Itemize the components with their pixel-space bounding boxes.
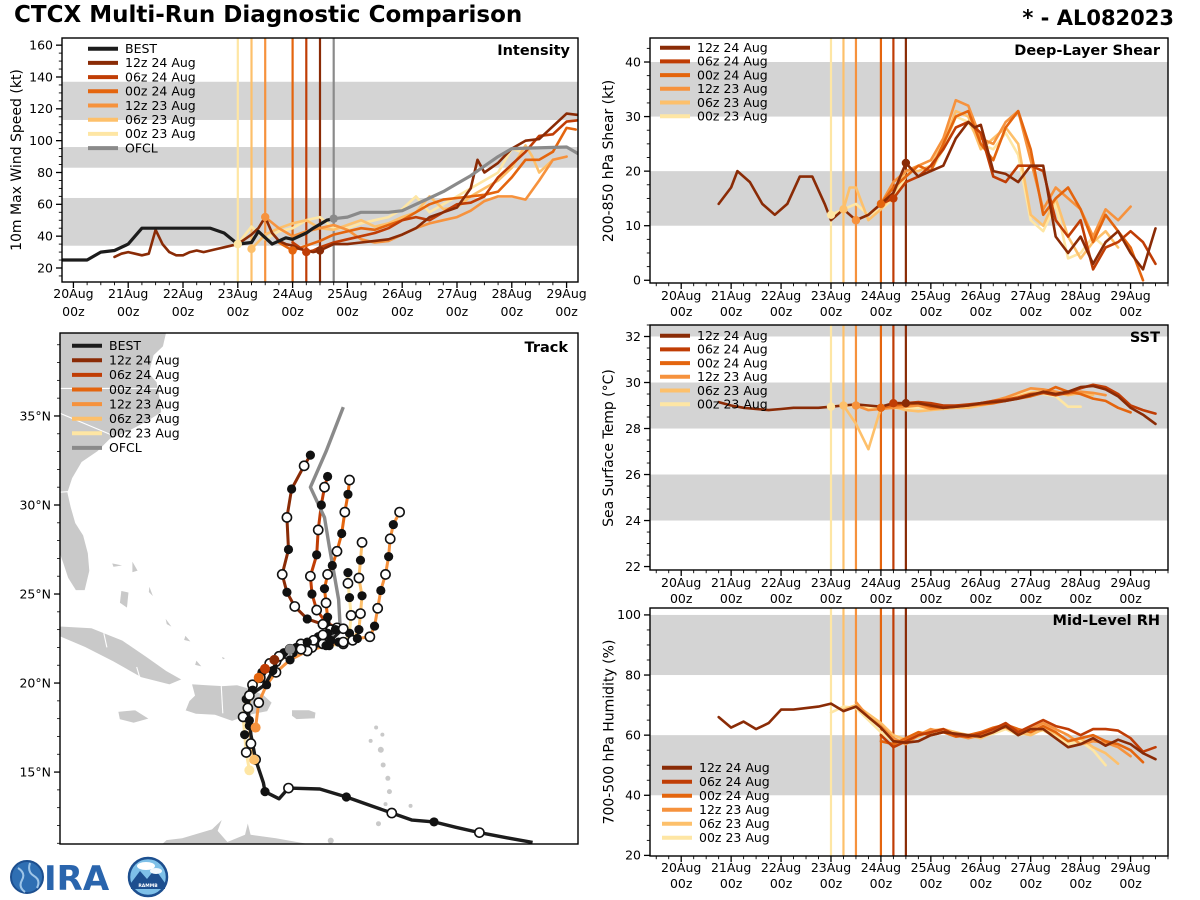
svg-text:20: 20 [625, 847, 641, 863]
open-position-marker [354, 573, 363, 582]
svg-text:12z 24 Aug: 12z 24 Aug [699, 760, 770, 775]
storm-id-label: * - AL082023 [1022, 6, 1174, 30]
svg-text:00z: 00z [1069, 304, 1092, 319]
svg-text:BEST: BEST [109, 338, 142, 353]
svg-text:00z: 00z [62, 304, 85, 319]
open-position-marker [320, 483, 329, 492]
svg-text:27Aug: 27Aug [1010, 860, 1051, 875]
open-position-marker [381, 570, 390, 579]
open-position-marker [357, 538, 366, 547]
svg-text:26Aug: 26Aug [960, 860, 1001, 875]
init-dot-r06z23 [839, 401, 847, 409]
track-init-dot-r00z23 [244, 765, 254, 775]
svg-text:00z: 00z [281, 304, 304, 319]
open-position-marker [243, 703, 252, 712]
filled-position-marker [342, 792, 351, 801]
svg-text:21Aug: 21Aug [710, 288, 752, 303]
svg-text:60: 60 [625, 727, 641, 743]
svg-text:00z: 00z [719, 876, 743, 891]
svg-text:40: 40 [37, 228, 53, 244]
sst-y-axis-label: Sea Surface Temp (°C) [601, 368, 617, 527]
svg-text:00z: 00z [1119, 304, 1142, 319]
island [387, 789, 392, 794]
open-position-marker [282, 513, 291, 522]
init-dot-r12z24 [902, 159, 910, 167]
svg-text:12z 24 Aug: 12z 24 Aug [125, 55, 196, 71]
svg-text:06z 24 Aug: 06z 24 Aug [697, 53, 768, 69]
open-position-marker [373, 604, 382, 613]
svg-text:12z 23 Aug: 12z 23 Aug [697, 369, 768, 385]
svg-text:22Aug: 22Aug [760, 288, 802, 303]
svg-text:OFCL: OFCL [109, 440, 142, 456]
svg-text:00z: 00z [719, 591, 743, 606]
svg-text:00z: 00z [1119, 876, 1142, 891]
island [381, 762, 386, 767]
svg-text:00z: 00z [819, 591, 843, 606]
init-dot-r06z24 [302, 248, 310, 256]
svg-text:20°N: 20°N [19, 675, 51, 691]
open-position-marker [300, 461, 309, 470]
open-position-marker [356, 609, 365, 618]
svg-text:60: 60 [37, 196, 53, 212]
svg-text:140: 140 [29, 69, 53, 85]
open-position-marker [290, 602, 299, 611]
svg-text:21Aug: 21Aug [710, 575, 752, 590]
filled-position-marker [337, 529, 346, 538]
svg-text:00z: 00z [819, 304, 843, 319]
svg-text:00z: 00z [969, 304, 993, 319]
svg-text:00z: 00z [226, 304, 250, 319]
track-init-dot-r12z24 [269, 655, 279, 665]
svg-text:35°N: 35°N [19, 408, 51, 424]
svg-text:06z 23 Aug: 06z 23 Aug [697, 382, 768, 398]
filled-position-marker [343, 490, 352, 499]
svg-text:29Aug: 29Aug [1110, 288, 1151, 303]
rh-y-axis-label: 700-500 hPa Humidity (%) [601, 639, 618, 825]
svg-text:BEST: BEST [125, 41, 158, 56]
svg-text:25Aug: 25Aug [910, 288, 952, 303]
svg-text:00z 23 Aug: 00z 23 Aug [697, 396, 768, 412]
open-position-marker [284, 783, 293, 792]
island [378, 747, 384, 753]
init-dot-r00z23 [827, 402, 835, 410]
island [374, 726, 378, 730]
category-band [650, 475, 1168, 521]
filled-position-marker [328, 561, 337, 570]
svg-text:00z 23 Aug: 00z 23 Aug [699, 830, 770, 845]
svg-text:00z 24 Aug: 00z 24 Aug [125, 83, 196, 99]
open-position-marker [395, 508, 404, 517]
svg-text:80: 80 [37, 164, 53, 180]
svg-text:25°N: 25°N [19, 586, 51, 602]
open-position-marker [318, 620, 327, 629]
panel-title-intensity: Intensity [497, 43, 570, 59]
svg-text:27Aug: 27Aug [1010, 288, 1051, 303]
svg-text:00z 24 Aug: 00z 24 Aug [109, 381, 180, 397]
svg-text:06z 24 Aug: 06z 24 Aug [699, 774, 770, 789]
svg-text:23Aug: 23Aug [810, 575, 852, 590]
svg-text:20: 20 [37, 260, 53, 276]
open-position-marker [345, 475, 354, 484]
svg-text:27Aug: 27Aug [1010, 575, 1051, 590]
filled-position-marker [312, 550, 321, 559]
svg-text:100: 100 [617, 607, 641, 623]
svg-text:26Aug: 26Aug [960, 575, 1001, 590]
svg-text:00z: 00z [669, 591, 693, 606]
svg-text:26Aug: 26Aug [960, 288, 1001, 303]
svg-text:26Aug: 26Aug [382, 286, 423, 301]
svg-text:00z: 00z [669, 876, 693, 891]
svg-text:OFCL: OFCL [125, 140, 158, 156]
open-position-marker [386, 534, 395, 543]
open-position-marker [332, 547, 341, 556]
track-init-dot-r06z24 [260, 664, 270, 674]
open-position-marker [296, 645, 305, 654]
svg-text:29Aug: 29Aug [546, 286, 587, 301]
svg-text:12z 23 Aug: 12z 23 Aug [697, 81, 768, 97]
svg-text:06z 23 Aug: 06z 23 Aug [109, 411, 180, 426]
open-position-marker [343, 579, 352, 588]
open-position-marker [312, 605, 321, 614]
track-init-dot-r06z23 [249, 755, 259, 765]
svg-text:15°N: 15°N [19, 764, 51, 780]
filled-position-marker [357, 591, 366, 600]
track-init-dot-r00z24 [254, 673, 264, 683]
svg-text:00z: 00z [769, 591, 793, 606]
svg-text:00z 23 Aug: 00z 23 Aug [109, 425, 180, 441]
filled-position-marker [320, 584, 329, 593]
svg-text:06z 23 Aug: 06z 23 Aug [699, 816, 770, 831]
filled-position-marker [345, 593, 354, 602]
panel-track [19, 333, 578, 844]
island [380, 733, 384, 737]
svg-text:00z: 00z [171, 304, 195, 319]
filled-position-marker [284, 545, 293, 554]
init-dot-r06z23 [247, 245, 255, 253]
open-position-marker [339, 624, 348, 633]
init-dot-r12z24 [902, 399, 910, 407]
landmass [292, 710, 316, 720]
svg-text:27Aug: 27Aug [436, 286, 478, 301]
svg-text:00z: 00z [769, 304, 793, 319]
svg-text:00z: 00z [769, 876, 793, 891]
filled-position-marker [262, 680, 271, 689]
svg-text:25Aug: 25Aug [910, 860, 952, 875]
filled-position-marker [356, 556, 365, 565]
svg-text:00z: 00z [1069, 591, 1092, 606]
svg-text:24Aug: 24Aug [860, 575, 902, 590]
svg-text:30: 30 [625, 374, 641, 390]
svg-text:24Aug: 24Aug [860, 288, 902, 303]
init-dot-r00z24 [288, 246, 296, 254]
svg-text:26: 26 [625, 466, 641, 482]
page-title: CTCX Multi-Run Diagnostic Comparison [14, 2, 523, 28]
open-position-marker [245, 691, 254, 700]
svg-text:10: 10 [625, 218, 641, 234]
open-position-marker [387, 808, 396, 817]
svg-text:28Aug: 28Aug [491, 286, 532, 301]
svg-text:12z 24 Aug: 12z 24 Aug [697, 40, 768, 55]
filled-position-marker [285, 655, 294, 664]
svg-text:28Aug: 28Aug [1060, 575, 1101, 590]
svg-text:0: 0 [633, 272, 641, 288]
svg-text:30: 30 [625, 108, 641, 124]
svg-text:24: 24 [625, 512, 641, 528]
svg-text:28: 28 [625, 420, 641, 436]
svg-text:00z: 00z [116, 304, 140, 319]
rammb-label: RAMMB [138, 884, 158, 889]
filled-position-marker [353, 634, 362, 643]
svg-text:00z 23 Aug: 00z 23 Aug [697, 108, 768, 124]
svg-text:12z 24 Aug: 12z 24 Aug [697, 328, 768, 343]
open-position-marker [321, 598, 330, 607]
panel-title-shear: Deep-Layer Shear [1014, 43, 1160, 59]
svg-text:23Aug: 23Aug [217, 286, 258, 301]
svg-text:12z 24 Aug: 12z 24 Aug [109, 352, 180, 368]
panel-shear [625, 38, 1168, 319]
svg-text:06z 24 Aug: 06z 24 Aug [697, 341, 768, 357]
filled-position-marker [326, 636, 335, 645]
svg-text:00z: 00z [1019, 304, 1042, 319]
init-dot-r12z23 [852, 401, 860, 409]
panel-title-track: Track [524, 340, 568, 356]
svg-text:160: 160 [29, 37, 53, 53]
svg-text:06z 24 Aug: 06z 24 Aug [109, 367, 180, 383]
init-dot-r06z24 [889, 194, 897, 202]
open-position-marker [306, 572, 315, 581]
open-position-marker [318, 630, 327, 639]
island [369, 739, 373, 743]
svg-text:22Aug: 22Aug [760, 860, 802, 875]
svg-text:12z 23 Aug: 12z 23 Aug [125, 97, 196, 113]
svg-text:00z: 00z [1119, 591, 1142, 606]
svg-text:00z: 00z [869, 304, 893, 319]
svg-text:28Aug: 28Aug [1060, 860, 1101, 875]
svg-text:40: 40 [625, 54, 641, 70]
open-position-marker [314, 525, 323, 534]
svg-text:00z: 00z [819, 876, 843, 891]
svg-text:00z: 00z [445, 304, 469, 319]
panel-intensity [29, 37, 594, 319]
filled-position-marker [306, 451, 315, 460]
filled-position-marker [354, 625, 363, 634]
svg-text:21Aug: 21Aug [710, 860, 752, 875]
svg-text:00z 24 Aug: 00z 24 Aug [697, 355, 768, 371]
filled-position-marker [429, 817, 438, 826]
svg-text:24Aug: 24Aug [272, 286, 313, 301]
init-dot-ofcl [329, 214, 337, 222]
svg-text:28Aug: 28Aug [1060, 288, 1101, 303]
svg-text:00z 24 Aug: 00z 24 Aug [699, 788, 770, 803]
open-position-marker [340, 508, 349, 517]
svg-text:00z: 00z [1019, 876, 1042, 891]
svg-text:22: 22 [625, 558, 641, 574]
init-dot-r12z23 [261, 213, 269, 221]
svg-text:00z: 00z [669, 304, 693, 319]
svg-text:80: 80 [625, 667, 641, 683]
svg-text:00z: 00z [919, 591, 943, 606]
svg-text:25Aug: 25Aug [910, 575, 952, 590]
cira-rammb-logo [11, 858, 167, 899]
svg-text:25Aug: 25Aug [327, 286, 368, 301]
filled-position-marker [389, 520, 398, 529]
shear-y-axis-label: 200-850 hPa Shear (kt) [601, 79, 617, 242]
filled-position-marker [260, 787, 269, 796]
open-position-marker [339, 637, 348, 646]
island [328, 838, 334, 844]
svg-text:29Aug: 29Aug [1110, 575, 1151, 590]
svg-text:20: 20 [625, 163, 641, 179]
svg-text:00z: 00z [919, 304, 943, 319]
svg-text:23Aug: 23Aug [810, 860, 852, 875]
svg-text:00z 24 Aug: 00z 24 Aug [697, 67, 768, 83]
svg-text:23Aug: 23Aug [810, 288, 852, 303]
panel-sst [625, 325, 1168, 606]
svg-text:00z: 00z [390, 304, 414, 319]
init-dot-r00z23 [234, 240, 242, 248]
filled-position-marker [376, 586, 385, 595]
intensity-y-axis-label: 10m Max Wind Speed (kt) [9, 69, 26, 251]
open-position-marker [475, 828, 484, 837]
open-position-marker [242, 748, 251, 757]
svg-text:00z 23 Aug: 00z 23 Aug [125, 126, 196, 142]
open-position-marker [246, 739, 255, 748]
svg-text:00z: 00z [969, 876, 993, 891]
open-position-marker [365, 632, 374, 641]
svg-text:00z: 00z [1069, 876, 1092, 891]
svg-text:00z: 00z [555, 304, 578, 319]
svg-text:12z 23 Aug: 12z 23 Aug [699, 802, 770, 817]
svg-text:12z 23 Aug: 12z 23 Aug [109, 396, 180, 412]
svg-text:20Aug: 20Aug [53, 286, 94, 301]
island [409, 804, 413, 808]
init-dot-r00z24 [877, 404, 885, 412]
filled-position-marker [370, 621, 379, 630]
svg-text:20Aug: 20Aug [661, 288, 702, 303]
open-position-marker [254, 698, 263, 707]
svg-text:00z: 00z [336, 304, 359, 319]
panel-rh [617, 607, 1168, 891]
track-init-dot-r12z23 [251, 723, 261, 733]
svg-text:29Aug: 29Aug [1110, 860, 1151, 875]
init-dot-r00z24 [877, 200, 885, 208]
filled-position-marker [303, 614, 312, 623]
svg-text:22Aug: 22Aug [162, 286, 204, 301]
svg-text:21Aug: 21Aug [108, 286, 149, 301]
init-dot-r06z24 [889, 399, 897, 407]
filled-position-marker [307, 589, 316, 598]
filled-position-marker [317, 500, 326, 509]
init-dot-r06z23 [839, 205, 847, 213]
globe-icon [11, 861, 43, 893]
cira-wordmark: IRA [44, 859, 110, 899]
track-init-dot-ofcl [285, 644, 295, 654]
init-dot-r00z23 [827, 211, 835, 219]
svg-text:100: 100 [29, 132, 53, 148]
svg-text:22Aug: 22Aug [760, 575, 802, 590]
svg-text:00z: 00z [969, 591, 993, 606]
panel-title-rh: Mid-Level RH [1052, 613, 1160, 629]
panel-title-sst: SST [1129, 330, 1160, 346]
svg-text:20Aug: 20Aug [661, 575, 702, 590]
svg-text:00z: 00z [719, 304, 743, 319]
svg-text:00z: 00z [919, 876, 943, 891]
filled-position-marker [282, 588, 291, 597]
filled-position-marker [323, 472, 332, 481]
open-position-marker [323, 570, 332, 579]
svg-text:00z: 00z [1019, 591, 1042, 606]
filled-position-marker [343, 568, 352, 577]
svg-text:20Aug: 20Aug [661, 860, 702, 875]
open-position-marker [346, 611, 355, 620]
svg-text:00z: 00z [869, 876, 893, 891]
open-position-marker [278, 570, 287, 579]
init-dot-r12z24 [316, 246, 324, 254]
admin-border [60, 492, 69, 493]
filled-position-marker [384, 552, 393, 561]
svg-text:06z 23 Aug: 06z 23 Aug [125, 112, 196, 127]
svg-text:06z 24 Aug: 06z 24 Aug [125, 69, 196, 85]
svg-text:24Aug: 24Aug [860, 860, 902, 875]
svg-text:00z: 00z [500, 304, 524, 319]
filled-position-marker [287, 484, 296, 493]
filled-position-marker [240, 730, 249, 739]
svg-text:32: 32 [625, 328, 641, 344]
svg-text:40: 40 [625, 787, 641, 803]
svg-text:00z: 00z [869, 591, 893, 606]
svg-text:30°N: 30°N [19, 497, 51, 513]
svg-text:06z 23 Aug: 06z 23 Aug [697, 94, 768, 110]
island [384, 802, 388, 806]
svg-text:120: 120 [29, 101, 53, 117]
init-dot-r12z23 [852, 216, 860, 224]
island [376, 821, 381, 826]
island [385, 776, 390, 781]
